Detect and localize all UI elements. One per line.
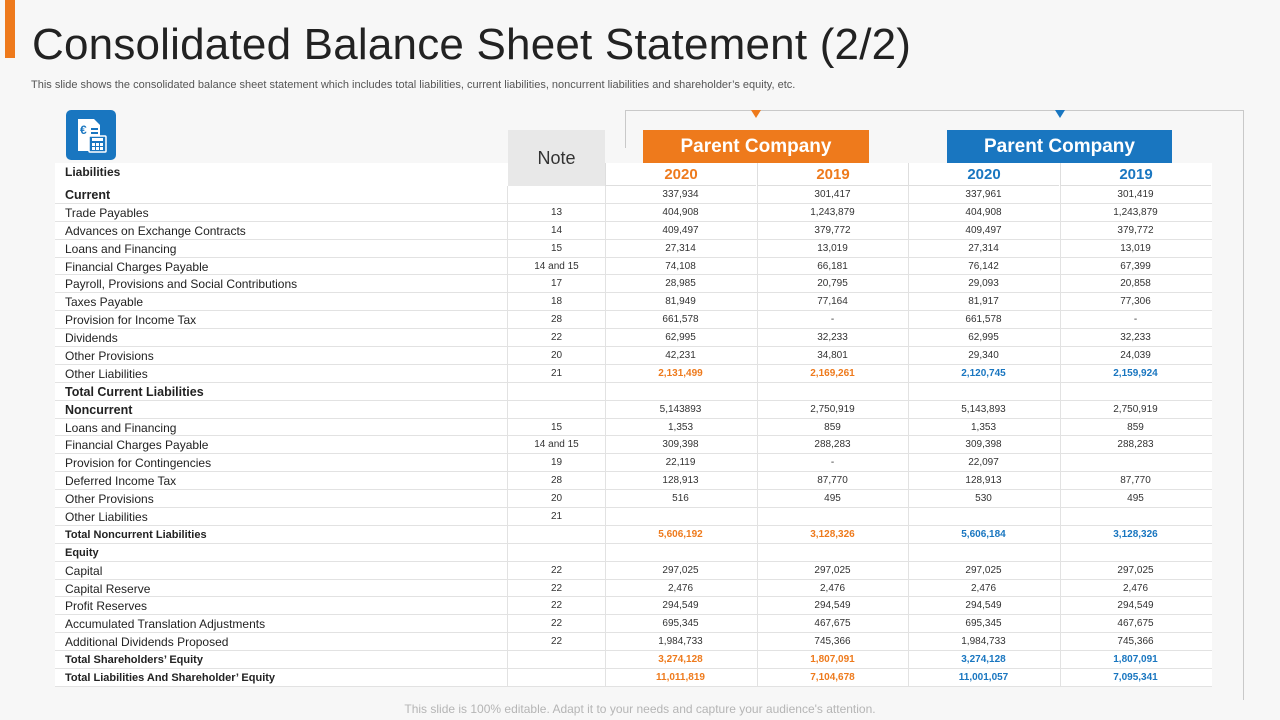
value-cell: 297,025	[965, 564, 1002, 576]
table-row	[55, 222, 1212, 240]
value-cell: -	[830, 314, 835, 326]
value-cell: 77,164	[817, 296, 848, 308]
table-row	[55, 651, 1212, 669]
row-label: Dividends	[65, 331, 118, 346]
value-cell: 297,025	[662, 564, 699, 576]
value-cell: 695,345	[965, 618, 1002, 630]
parent-company-header-blue: Parent Company	[947, 130, 1172, 163]
row-label: Payroll, Provisions and Social Contributions	[65, 277, 298, 292]
value-cell: 11,011,819	[656, 672, 705, 684]
group-bracket-left-line	[625, 110, 626, 148]
row-label: Financial Charges Payable	[65, 438, 209, 453]
table-row	[55, 365, 1212, 383]
value-cell: -	[1133, 314, 1138, 326]
table-row	[55, 329, 1212, 347]
row-note	[508, 544, 605, 562]
value-cell: 81,949	[665, 296, 696, 308]
value-cell: 309,398	[965, 439, 1002, 451]
value-cell	[757, 383, 908, 401]
value-cell: 32,233	[1120, 332, 1151, 344]
row-note: 22	[550, 332, 563, 344]
row-label: Loans and Financing	[65, 241, 177, 256]
value-cell: 409,497	[965, 224, 1002, 236]
value-cell: 379,772	[1117, 224, 1154, 236]
value-cell: 3,274,128	[961, 654, 1006, 666]
row-note: 13	[550, 206, 563, 218]
liabilities-header: Liabilities	[65, 165, 121, 179]
value-cell: 62,995	[968, 332, 999, 344]
value-cell: 3,274,128	[658, 654, 703, 666]
value-cell: 20,858	[1120, 278, 1151, 290]
value-cell	[605, 383, 756, 401]
value-cell	[757, 544, 908, 562]
row-label: Total Noncurrent Liabilities	[65, 528, 207, 541]
value-cell	[605, 544, 756, 562]
row-note: 17	[550, 278, 563, 290]
value-cell: 27,314	[665, 242, 696, 254]
value-cell: 301,419	[1117, 189, 1154, 200]
row-label: Other Liabilities	[65, 510, 148, 525]
row-label: Deferred Income Tax	[65, 474, 177, 489]
value-cell: 1,243,879	[810, 206, 855, 218]
value-cell: 661,578	[662, 314, 699, 326]
value-cell: 24,039	[1120, 350, 1151, 362]
table-body	[55, 186, 1212, 687]
value-cell: 859	[1127, 421, 1144, 433]
svg-text:€: €	[80, 123, 87, 137]
value-cell: 5,606,192	[658, 528, 703, 540]
parent-company-header-orange: Parent Company	[643, 130, 869, 163]
row-note: 28	[550, 475, 563, 487]
euro-calculator-icon	[66, 110, 116, 160]
row-note: 20	[550, 350, 563, 362]
row-note	[508, 186, 605, 204]
value-cell: 1,807,091	[1113, 654, 1158, 666]
value-cell: 128,913	[662, 475, 699, 487]
row-note: 22	[550, 582, 563, 594]
row-note: 22	[550, 600, 563, 612]
table-row	[55, 401, 1212, 419]
table-row	[55, 490, 1212, 508]
value-cell: 297,025	[1117, 564, 1154, 576]
value-cell: 467,675	[1117, 618, 1154, 630]
row-label: Accumulated Translation Adjustments	[65, 617, 266, 632]
table-row	[55, 258, 1212, 276]
table-row	[55, 633, 1212, 651]
slide-footer-note: This slide is 100% editable. Adapt it to your needs and capture your audience's attention.	[404, 702, 876, 716]
table-row	[55, 311, 1212, 329]
value-cell: 2,476	[819, 582, 846, 594]
value-cell: 695,345	[662, 618, 699, 630]
row-label: Noncurrent	[65, 402, 133, 417]
value-cell: 28,985	[665, 278, 696, 290]
value-cell: 516	[672, 493, 689, 505]
row-label: Capital Reserve	[65, 581, 151, 596]
value-cell: 2,750,919	[1113, 403, 1158, 415]
row-note	[508, 401, 605, 419]
value-cell: 379,772	[814, 224, 851, 236]
row-note	[508, 383, 605, 401]
value-cell	[757, 508, 908, 526]
value-cell: 77,306	[1120, 296, 1151, 308]
value-cell: 34,801	[817, 350, 848, 362]
value-cell: 745,366	[814, 636, 851, 648]
value-cell: 7,104,678	[810, 672, 855, 684]
value-cell	[1060, 383, 1211, 401]
row-label: Other Provisions	[65, 492, 154, 507]
row-note: 14	[550, 224, 563, 236]
row-note: 22	[550, 564, 563, 576]
value-cell	[908, 508, 1059, 526]
year-header-2020-blue: 2020	[908, 163, 1059, 186]
value-cell: 5,143,893	[961, 403, 1006, 415]
value-cell: 5,606,184	[961, 528, 1006, 540]
value-cell: 29,340	[968, 350, 999, 362]
value-cell: 3,128,326	[1113, 528, 1158, 540]
table-row	[55, 472, 1212, 490]
value-cell: 337,934	[662, 189, 699, 200]
table-row	[55, 383, 1212, 401]
value-cell: 288,283	[1117, 439, 1154, 451]
value-cell: 2,159,924	[1113, 367, 1158, 379]
row-note: 21	[550, 511, 563, 523]
value-cell: 294,549	[814, 600, 851, 612]
value-cell: 20,795	[817, 278, 848, 290]
row-note: 21	[550, 367, 563, 379]
value-cell: 1,353	[667, 421, 694, 433]
value-cell: 404,908	[965, 206, 1002, 218]
value-cell: 27,314	[968, 242, 999, 254]
value-cell	[1060, 508, 1211, 526]
value-cell: 294,549	[662, 600, 699, 612]
value-cell: -	[830, 457, 835, 469]
value-cell: 22,119	[665, 457, 696, 469]
table-row	[55, 508, 1212, 526]
value-cell	[1060, 454, 1211, 472]
slide-title: Consolidated Balance Sheet Statement (2/2)	[32, 20, 912, 69]
value-cell: 297,025	[814, 564, 851, 576]
table-row	[55, 293, 1212, 311]
value-cell: 404,908	[662, 206, 699, 218]
value-cell	[1060, 544, 1211, 562]
row-note	[508, 526, 605, 544]
year-header-2020-orange: 2020	[605, 163, 756, 186]
value-cell: 294,549	[1117, 600, 1154, 612]
table-row	[55, 240, 1212, 258]
row-note	[508, 651, 605, 669]
row-label: Provision for Contingencies	[65, 456, 212, 471]
value-cell: 76,142	[968, 260, 999, 272]
value-cell: 67,399	[1120, 260, 1151, 272]
title-accent-bar	[5, 0, 15, 58]
value-cell	[908, 544, 1059, 562]
table-row	[55, 544, 1212, 562]
row-label: Provision for Income Tax	[65, 313, 197, 328]
value-cell: 2,476	[1122, 582, 1149, 594]
value-cell: 859	[824, 421, 841, 433]
value-cell: 81,917	[968, 296, 999, 308]
blue-pointer-triangle	[1055, 110, 1065, 118]
table-row	[55, 580, 1212, 598]
row-note: 19	[550, 457, 563, 469]
note-column-header: Note	[508, 130, 605, 186]
row-label: Total Liabilities And Shareholder’ Equity	[65, 672, 276, 685]
value-cell: 32,233	[817, 332, 848, 344]
value-cell: 745,366	[1117, 636, 1154, 648]
value-cell: 11,001,057	[958, 672, 1009, 684]
row-label: Capital	[65, 563, 103, 578]
year-header-2019-blue: 2019	[1060, 163, 1211, 186]
value-cell: 29,093	[968, 278, 999, 290]
row-label: Additional Dividends Proposed	[65, 635, 229, 650]
row-label: Other Provisions	[65, 349, 154, 364]
value-cell: 87,770	[817, 475, 848, 487]
row-note: 22	[550, 618, 563, 630]
value-cell: 22,097	[968, 457, 999, 469]
slide-subtitle: This slide shows the consolidated balance sheet statement which includes total liabilities, current liabilities, noncurrent liabilities and shareholder’s equity, etc.	[31, 79, 796, 91]
value-cell: 3,128,326	[810, 528, 855, 540]
row-label: Total Current Liabilities	[65, 384, 204, 399]
value-cell: 661,578	[965, 314, 1002, 326]
value-cell: 42,231	[665, 350, 696, 362]
table-row	[55, 669, 1212, 687]
row-label: Total Shareholders’ Equity	[65, 654, 203, 667]
row-note: 22	[550, 636, 563, 648]
value-cell: 13,019	[1120, 242, 1151, 254]
row-note	[508, 669, 605, 687]
row-label: Other Liabilities	[65, 366, 148, 381]
row-label: Advances on Exchange Contracts	[65, 223, 246, 238]
table-row	[55, 526, 1212, 544]
table-row	[55, 615, 1212, 633]
row-note: 15	[550, 242, 563, 254]
value-cell: 1,243,879	[1113, 206, 1158, 218]
row-note: 15	[550, 421, 563, 433]
value-cell: 495	[1127, 493, 1144, 505]
value-cell: 128,913	[965, 475, 1002, 487]
value-cell: 7,095,341	[1113, 672, 1158, 684]
value-cell: 1,984,733	[961, 636, 1006, 648]
value-cell: 409,497	[662, 224, 699, 236]
value-cell	[605, 508, 756, 526]
table-row	[55, 597, 1212, 615]
value-cell: 309,398	[662, 439, 699, 451]
row-label: Profit Reserves	[65, 599, 148, 614]
table-row	[55, 419, 1212, 437]
value-cell: 5,143893	[659, 403, 702, 415]
row-label: Taxes Payable	[65, 295, 144, 310]
row-label: Current	[65, 188, 111, 202]
table-row	[55, 454, 1212, 472]
value-cell: 62,995	[665, 332, 696, 344]
value-cell: 1,807,091	[810, 654, 855, 666]
row-note: 20	[550, 493, 563, 505]
value-cell: 288,283	[814, 439, 851, 451]
row-label: Equity	[65, 546, 99, 559]
value-cell: 530	[975, 493, 992, 505]
value-cell: 2,131,499	[658, 367, 703, 379]
table-row	[55, 347, 1212, 365]
table-row	[55, 275, 1212, 293]
row-note: 28	[550, 314, 563, 326]
table-row	[55, 436, 1212, 454]
row-note: 18	[550, 296, 563, 308]
row-label: Trade Payables	[65, 205, 149, 220]
row-label: Financial Charges Payable	[65, 259, 209, 274]
table-row	[55, 186, 1212, 204]
value-cell: 1,353	[970, 421, 997, 433]
value-cell: 1,984,733	[658, 636, 703, 648]
value-cell: 87,770	[1120, 475, 1151, 487]
row-note: 14 and 15	[534, 260, 579, 272]
value-cell: 2,476	[970, 582, 997, 594]
table-row	[55, 204, 1212, 222]
value-cell: 2,169,261	[810, 367, 855, 379]
row-label: Loans and Financing	[65, 420, 177, 435]
value-cell: 66,181	[817, 260, 848, 272]
row-note: 14 and 15	[534, 439, 579, 451]
value-cell: 13,019	[817, 242, 848, 254]
value-cell: 495	[824, 493, 841, 505]
value-cell: 294,549	[965, 600, 1002, 612]
value-cell	[908, 383, 1059, 401]
value-cell: 337,961	[965, 189, 1002, 200]
table-row	[55, 562, 1212, 580]
value-cell: 2,750,919	[810, 403, 855, 415]
value-cell: 2,120,745	[961, 367, 1006, 379]
year-header-2019-orange: 2019	[757, 163, 908, 186]
value-cell: 74,108	[665, 260, 696, 272]
value-cell: 2,476	[667, 582, 694, 594]
value-cell: 301,417	[814, 189, 851, 200]
value-cell: 467,675	[814, 618, 851, 630]
orange-pointer-triangle	[751, 110, 761, 118]
